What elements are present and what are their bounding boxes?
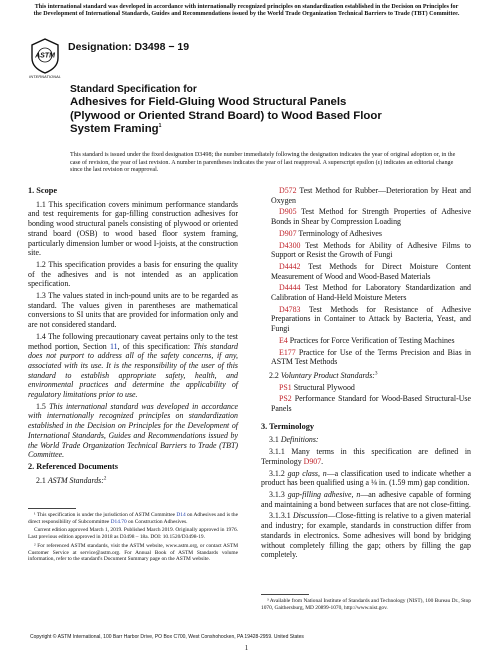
para-1-1: 1.1 This specification covers minimum performance standards and test requirements for gap-filling construction adhesives for bonding wood structural panels consisting of plywood or oriented strand board (OSB) to wood based floor system framing, particularly dimension lumber or wood I-joists, at the construction site. [28,199,238,258]
para-3-1-3-num: 3.1.3 [269,489,288,499]
voluntary-standards-list [261,383,471,414]
para-2-1-num: 2.1 [36,475,48,485]
astm-ref-title: Test Methods for Direct Moisture Content Measurement of Wood and Wood-Based Materials [271,261,471,281]
ps-ref-code-link[interactable]: PS1 [279,382,292,392]
logo-caption: INTERNATIONAL [29,74,61,79]
astm-ref-code-link[interactable]: D572 [279,186,297,195]
referenced-documents-heading: 2. Referenced Documents [28,461,118,471]
ps-ref-item [261,383,471,393]
title-line-3-text: System Framing [70,123,159,136]
astm-ref-code-link[interactable]: D4783 [279,304,301,314]
left-footnotes [28,512,238,565]
astm-logo-icon [30,38,60,74]
astm-ref-code-link[interactable]: D4442 [279,261,301,271]
astm-ref-code-link[interactable]: D905 [279,207,297,217]
footnote-2-mark: 2 [103,476,107,482]
definitions-label: Definitions: [280,435,319,445]
astm-reference-list [261,186,471,367]
para-2-1 [28,476,238,486]
committee-d14-link[interactable]: D14 [176,512,186,518]
astm-ref-item [261,336,471,346]
astm-ref-code-link[interactable]: D4300 [279,240,301,250]
astm-ref-title: Test Method for Laboratory Standardization and Calibration of Hand-Held Moisture Meters [271,283,471,303]
designation: Designation: D3498 − 19 [68,41,190,53]
astm-ref-code-link[interactable]: E177 [279,347,296,357]
definition-gap-class: —a classification used to indicate whether a product has been qualified using a ⅛ in. (1.59 mm) gap condition. [261,468,471,488]
footnote-1-edition: Current edition approved March 1, 2019. Published March 2019. Originally approved in 1976. Last previous edition approved in 2018 as D3498 – 18a. DOI: 10.1520/D3498-19. [28,527,238,541]
ps-ref-code-link[interactable]: PS2 [279,394,292,404]
para-2-2 [261,371,471,381]
para-3-1-num: 3.1 [269,435,281,445]
astm-ref-title: Test Methods for Ability of Adhesive Films to Support or Resist the Growth of Fungi [271,240,471,260]
para-1-4-text: 1.4 The following precautionary caveat pertains only to the test method portion, Section [28,331,238,351]
astm-ref-item [261,207,471,226]
para-1-4-text-b: , of this specification: [117,341,194,351]
astm-ref-item [261,283,471,302]
para-3-1-1-text: 3.1.1 Many terms in this specification are defined in Terminology [261,447,471,466]
terminology-heading: 3. Terminology [261,421,315,431]
issuance-note: This standard is issued under the fixed designation D3498; the number immediately following the designation indicates the year of original adoption or, in the case of revision, the year of last revision. A number in parentheses indicates the year of last reapproval. A superscript epsilon (ε) indicates an editorial change since the last revision or reapproval. [70,152,456,174]
title-line-2: (Plywood or Oriented Strand Board) to Wood Based Floor [70,109,382,122]
para-3-1-1 [261,447,471,466]
footnote-rule-right [261,594,309,595]
astm-ref-code-link[interactable]: D907 [279,228,297,238]
para-1-5-text: This international standard was developed in accordance with internationally recognized principles on standardization established in the Decision on Principles for the Development of International Standards, Guides and Recommendations issued by the World Trade Organization Technical Barriers to Trade (TBT) Committee. [28,401,238,460]
ps-ref-item [261,394,471,413]
footnote-2: ² For referenced ASTM standards, visit the ASTM website, www.astm.org, or contact ASTM Customer Service at service@astm.org. For Annual Book of ASTM Standards volume information, refer to the standard's Document Summary page on the ASTM website. [28,542,238,563]
astm-ref-code-link[interactable]: D4444 [279,283,301,293]
footnote-1-text-b: on Adhesives and is the direct responsibility of Subcommittee [28,512,238,525]
astm-ref-code-link[interactable]: E4 [279,335,288,345]
footnote-1 [28,512,238,525]
discussion-label: Discussion [292,511,328,521]
para-1-2: 1.2 This specification provides a basis for ensuring the quality of the adhesives and is not intended as an application specification. [28,259,238,289]
astm-ref-title: Practice for Use of the Terms Precision and Bias in ASTM Test Methods [271,347,471,367]
section-11-link[interactable]: 11 [110,341,118,351]
astm-ref-item [261,305,471,334]
term-gap-class: gap class, n [287,468,327,478]
terminology-d907-link[interactable]: D907 [303,456,322,466]
para-1-5-num: 1.5 [36,401,50,411]
para-1-5 [28,402,238,460]
footnote-1-text: ¹ This specification is under the jurisdiction of ASTM Committee [34,512,177,518]
title-line-1: Adhesives for Field-Gluing Wood Structural Panels [70,96,347,108]
copyright-line: Copyright © ASTM International, 100 Barr Harbor Drive, PO Box C700, West Conshohocken, PA 19428-2959. United States [30,634,304,640]
page-number: 1 [244,644,249,652]
para-3-1-3-1-num: 3.1.3.1 [269,511,293,521]
para-3-1-2 [261,469,471,488]
footnote-3-mark: 3 [374,371,378,377]
para-3-1-2-num: 3.1.2 [269,468,288,478]
right-column [261,186,471,562]
document-title [70,83,450,137]
definition-gap-filling-adhesive: —an adhesive capable of forming and maintaining a bond between surfaces that are not close-fitting. [261,489,471,509]
astm-standards-label: ASTM Standards: [47,475,104,485]
astm-ref-item [261,186,471,205]
scope-heading: 1. Scope [28,186,58,195]
standards-notice: This international standard was developed in accordance with internationally recognized principles on standardization established in the Decision on Principles for the Development of International Standards, Guides and Recommendations issued by the World Trade Organization Technical Barriers to Trade (TBT) Committee. [33,4,460,18]
ps-ref-title: Performance Standard for Wood-Based Structural-Use Panels [271,394,471,414]
subcommittee-d14-70-link[interactable]: D14.70 [110,518,127,525]
left-column [28,186,238,487]
safety-caveat: This standard does not purport to address all of the safety concerns, if any, associated with its use. It is the responsibility of the user of this standard to establish appropriate safety, health, and environmental practices and determine the applicability of regulatory limitations prior to use. [28,341,238,400]
astm-ref-title: Test Method for Strength Properties of Adhesive Bonds in Shear by Compression Loading [271,207,471,227]
para-3-1-3 [261,490,471,509]
logo-letters: ASTM [35,52,55,60]
astm-ref-item [261,262,471,281]
astm-ref-title: Terminology of Adhesives [296,228,382,238]
para-2-2-num: 2.2 [269,370,281,380]
astm-ref-item [261,229,471,239]
footnote-1-text-c: on Construction Adhesives. [126,518,188,525]
astm-ref-title: Test Method for Rubber—Deterioration by Heat and Oxygen [271,186,471,205]
title-line-3 [70,123,450,137]
footnote-rule-left [28,508,76,509]
astm-ref-title: Practices for Force Verification of Testing Machines [287,335,455,345]
ps-ref-title: Structural Plywood [291,382,355,392]
astm-ref-item [261,241,471,260]
title-footnote-mark: 1 [158,123,162,130]
para-3-1 [261,435,471,445]
title-pre: Standard Specification for [70,84,197,95]
footnote-3: ³ Available from National Institute of Standards and Technology (NIST), 100 Bureau Dr., Stop 1070, Gaithersburg, MD 20899-1070, http://www.nist.gov. [261,598,471,611]
para-1-3: 1.3 The values stated in inch-pound units are to be regarded as standard. The values given in parentheses are mathematical conversions to SI units that are provided for information only and are not considered standard. [28,291,238,330]
discussion-text: —Close-fitting is relative to a given material and industry; for example, standards in construction differ from standards in electronics. Some adhesives will bond by bridging without completely filling the gap; others by filling the gap completely. [261,511,472,560]
voluntary-standards-label: Voluntary Product Standards: [280,370,375,380]
para-3-1-1-end: . [321,456,324,466]
astm-ref-item [261,348,471,367]
term-gap-filling-adhesive: gap-filling adhesive, n [287,489,361,499]
para-3-1-3-1 [261,511,471,560]
para-1-4 [28,332,238,400]
right-footnotes [261,598,471,613]
astm-ref-title: Test Methods for Resistance of Adhesive Preparations in Container to Attack by Bacteria, Yeast, and Fungi [271,304,471,334]
